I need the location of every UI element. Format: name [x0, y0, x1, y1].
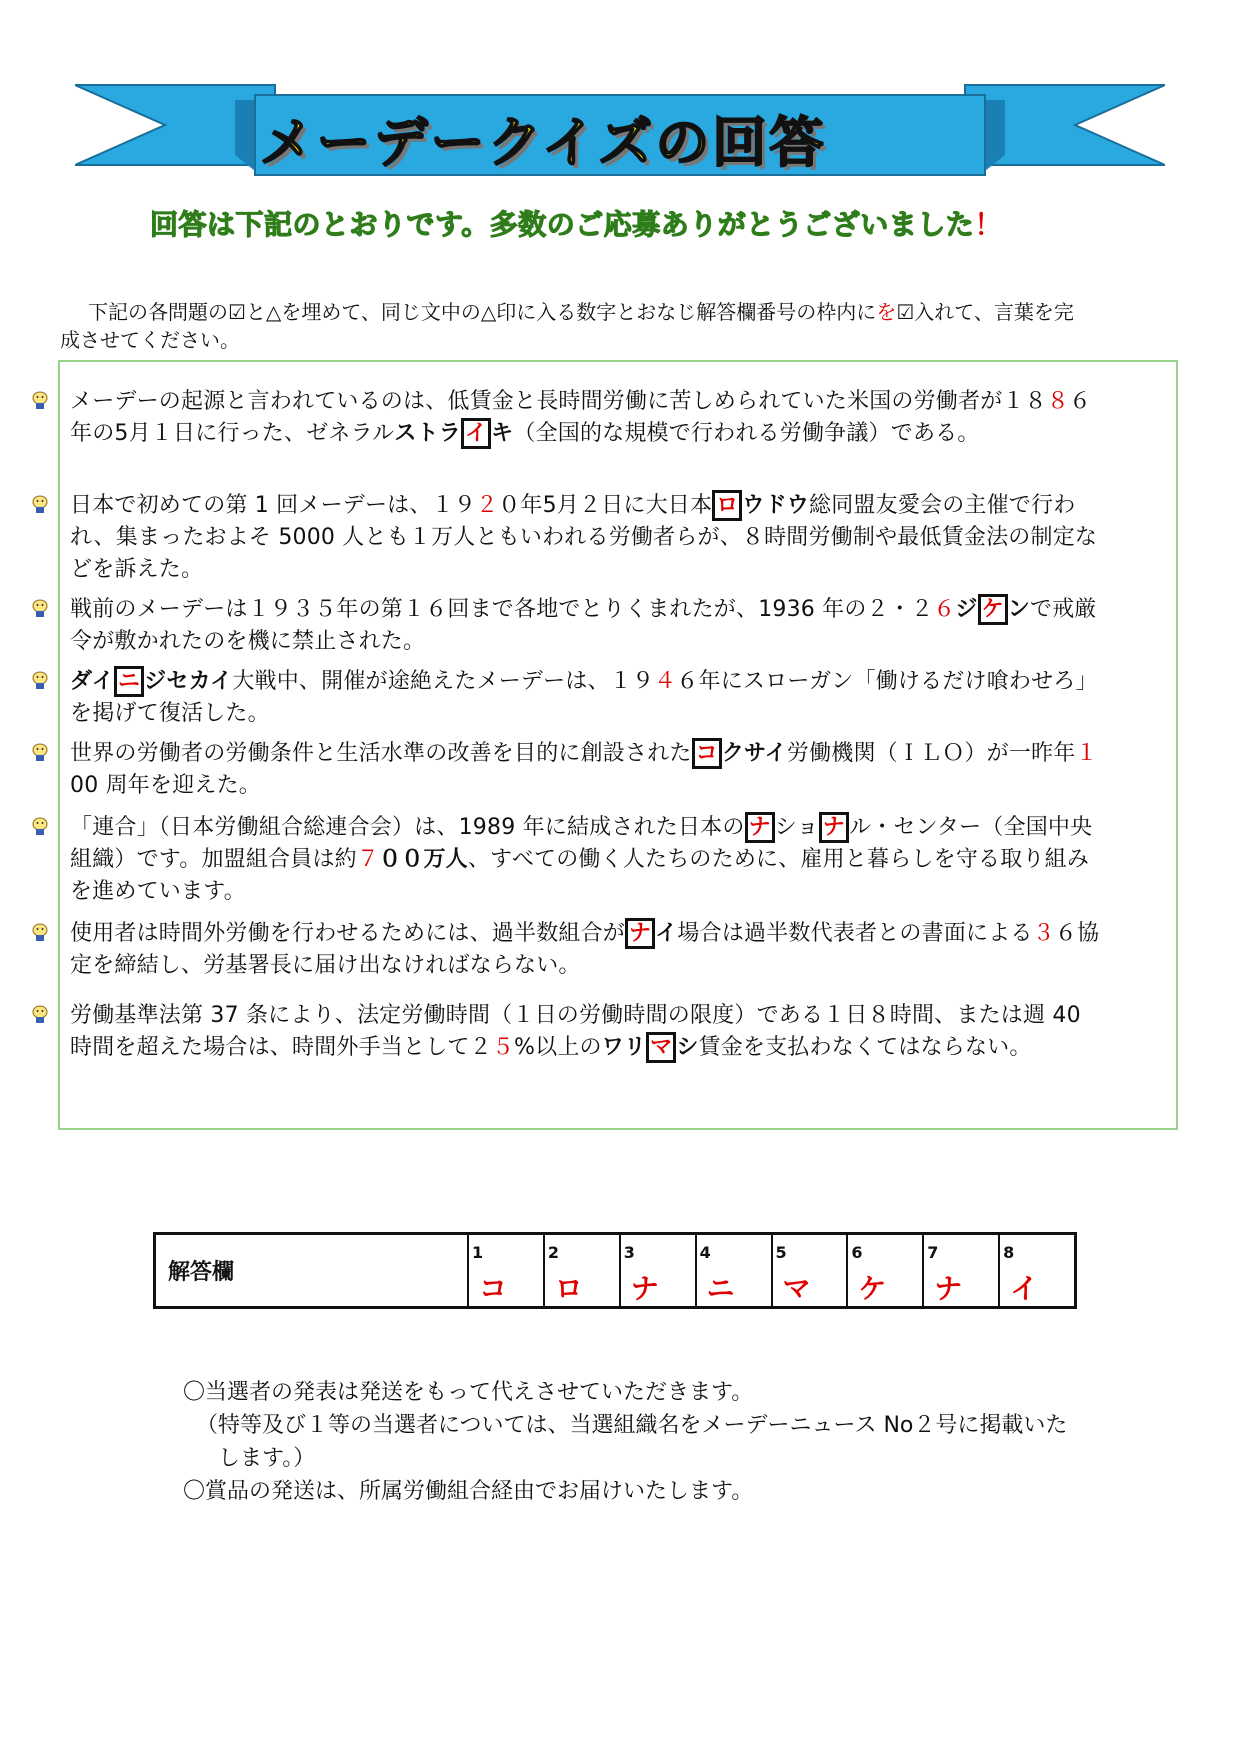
question-item [70, 594, 1110, 658]
answer-box: ケ [978, 594, 1008, 625]
question-text: イ [655, 921, 678, 946]
question-item [70, 490, 1110, 586]
question-text: %以上の [514, 1035, 602, 1060]
question-text: ダイ [70, 669, 114, 694]
question-text: 大戦中、開催が途絶えたメーデーは、１９ [232, 669, 655, 694]
answer-table [153, 1232, 1077, 1309]
blank-box-icon: ☑ [228, 300, 246, 324]
answer-letter: マ [782, 1272, 811, 1305]
answer-box: ニ [114, 666, 144, 697]
question-text: 賃金を支払わなくてはならない。 [698, 1035, 1032, 1060]
question-text: キ [491, 421, 514, 446]
question-item [70, 666, 1110, 730]
bullet-icon [30, 494, 50, 516]
answer-letter: ロ [554, 1272, 583, 1305]
question-text: ４ [654, 669, 677, 694]
answer-number: 6 [851, 1243, 863, 1262]
question-text: 使用者は時間外労働を行わせるためには、過半数組合が [70, 921, 626, 946]
answer-number: 2 [547, 1243, 560, 1262]
question-text: ル・センター（全国中央組織）です。加盟組合員は約 [70, 815, 1093, 872]
question-item [70, 738, 1110, 802]
intro-red-char: を [876, 300, 897, 324]
answer-box: ナ [625, 918, 655, 949]
question-text: 労働機関（ＩＬＯ）が一昨年 [786, 741, 1076, 766]
note-line-2: （特等及び１等の当選者については、当選組織名をメーデーニュース No２号に掲載いた [196, 1413, 1068, 1438]
bullet-icon [30, 816, 50, 838]
answer-cell [545, 1235, 621, 1306]
question-text: 日本で初めての第 1 回メーデーは、１９ [70, 493, 476, 518]
subtitle-mark: ！ [974, 208, 1003, 241]
question-text: ６年の5月１日に行った、ゼネラル [70, 389, 1092, 446]
question-text: ストラ [394, 421, 461, 446]
page-subtitle [150, 203, 1050, 247]
question-text: クサイ [721, 741, 787, 766]
page-title: メーデークイズの回答 [259, 110, 827, 174]
answer-box: イ [461, 418, 491, 449]
question-text: ３ [1032, 921, 1055, 946]
answer-letter: ナ [630, 1272, 659, 1305]
answer-box: マ [646, 1032, 676, 1063]
answer-letter: ナ [934, 1272, 963, 1305]
answer-cell [1000, 1235, 1074, 1306]
answer-number: 8 [1003, 1243, 1015, 1262]
instructions [60, 298, 1185, 354]
question-text: （全国的な規模で行われる労働争議）である。 [513, 421, 980, 446]
answer-letter: コ [479, 1272, 508, 1305]
question-text: ショ [774, 815, 819, 840]
answer-box: ナ [745, 812, 775, 843]
bullet-icon [30, 670, 50, 692]
question-text: ン [1007, 597, 1030, 622]
answer-cell [469, 1235, 545, 1306]
question-item [70, 1000, 1110, 1064]
answer-table-label: 解答欄 [156, 1235, 469, 1306]
question-text: ２ [476, 493, 499, 518]
bullet-icon [30, 598, 50, 620]
answer-letter: イ [1010, 1272, 1039, 1305]
question-text: 00 周年を迎えた。 [70, 773, 261, 798]
answer-number: 4 [699, 1243, 711, 1262]
question-text: ウドウ [742, 493, 810, 518]
question-text: メーデーの起源と言われているのは、低賃金と長時間労働に苦しめられていた米国の労働者が１８ [70, 389, 1047, 414]
question-text: ジセカイ [144, 669, 233, 694]
question-text: ７ [356, 847, 380, 872]
answer-cell [924, 1235, 1000, 1306]
question-text: 戦前のメーデーは１９３５年の第１６回まで各地でとりくまれたが、1936 年の２・２ [70, 597, 934, 622]
question-text: 場合は過半数代表者との書面による [677, 921, 1033, 946]
question-text: ジ [955, 597, 978, 622]
question-text: ８ [1046, 389, 1070, 414]
instructions-line-2: 成させてください。 [60, 328, 240, 352]
note-line-3: します。） [218, 1446, 316, 1471]
answer-cell [773, 1235, 849, 1306]
question-text: 労働基準法第 37 条により、法定労働時間（１日の労働時間の限度）である１日８時間、または週 40 時間を超えた場合は、時間外手当として２ [70, 1003, 1081, 1060]
note-line-1: 〇当選者の発表は発送をもって代えさせていただきます。 [183, 1380, 754, 1405]
question-item [70, 918, 1110, 982]
answer-number: 7 [927, 1243, 939, 1262]
question-text: ０年5月２日に大日本 [498, 493, 713, 518]
answer-box: ロ [712, 490, 742, 521]
note-line-4: 〇賞品の発送は、所属労働組合経由でお届けいたします。 [183, 1479, 754, 1504]
question-text: ワリ [601, 1035, 647, 1060]
answer-cell [697, 1235, 773, 1306]
question-text: 、すべての働く人たちのために、雇用と暮らしを守る取り組みを進めています。 [70, 847, 1090, 904]
question-text: 世界の労働者の労働条件と生活水準の改善を目的に創設された [70, 741, 692, 766]
intro-text: 入れて、言葉を完 [914, 300, 1074, 324]
bullet-icon [30, 922, 50, 944]
question-text: 「連合」（日本労働組合総連合会）は、1989 年に結成された日本の [70, 815, 745, 840]
question-text: シ [676, 1035, 699, 1060]
question-text: ６年にスローガン「働けるだけ喰わせろ」を掲げて復活した。 [70, 669, 1098, 726]
answer-number: 5 [775, 1243, 787, 1262]
bullet-icon [30, 1004, 50, 1026]
answer-cell [621, 1235, 697, 1306]
question-text: ５ [491, 1035, 515, 1060]
answer-box: ナ [819, 812, 849, 843]
intro-text: と△を埋めて、同じ文中の△印に入る数字とおなじ解答欄番号の枠内に [245, 300, 877, 324]
question-text: 総同盟友愛会の主催で行われ、集まったおよそ 5000 人とも１万人ともいわれる労働者らが、８時間労働制や最低賃金法の制定などを訴えた。 [70, 493, 1098, 582]
answer-box: コ [692, 738, 722, 769]
bullet-icon [30, 390, 50, 412]
answer-cell [848, 1235, 924, 1306]
answer-number: 3 [623, 1243, 635, 1262]
question-item [70, 812, 1110, 908]
answer-letter: ケ [858, 1272, 887, 1305]
question-text: １ [1075, 741, 1098, 766]
bullet-icon [30, 742, 50, 764]
answer-letter: ニ [706, 1272, 735, 1305]
question-item [70, 386, 1110, 450]
subtitle-text: 回答は下記のとおりです。多数のご応募ありがとうございました [150, 208, 975, 241]
instructions-line-1 [60, 298, 1185, 326]
question-text: ００万人 [379, 847, 468, 872]
question-text: ６ [933, 597, 956, 622]
answer-number: 1 [472, 1243, 484, 1262]
question-text: ６協定を締結し、労基署長に届け出なければならない。 [70, 921, 1100, 978]
blank-box-icon: ☑ [896, 300, 915, 324]
question-text: で戒厳令が敷かれたのを機に禁止された。 [70, 597, 1097, 654]
intro-text: 下記の各問題の [88, 300, 228, 324]
